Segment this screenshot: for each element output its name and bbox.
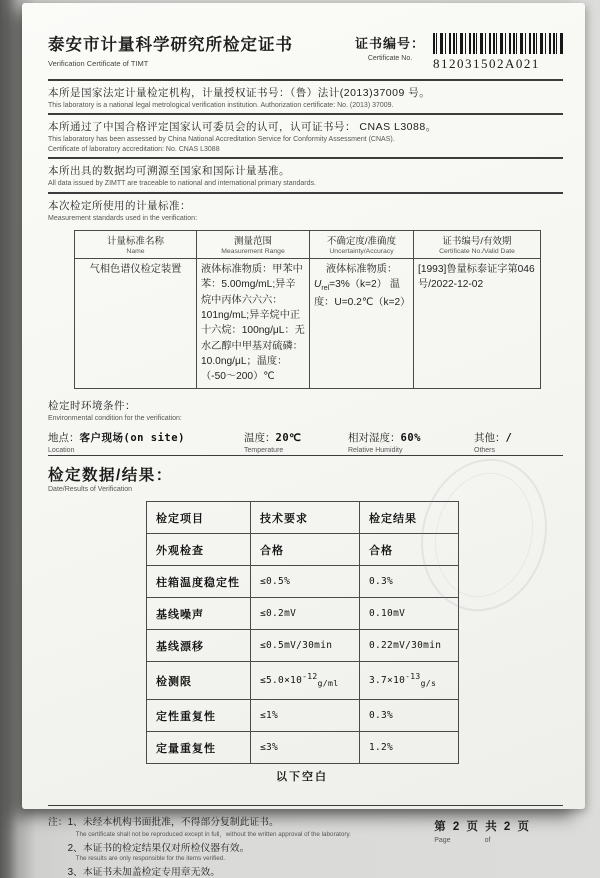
note-1-en: The certificate shall not be reproduced except in full，without the written approval of the laboratory. bbox=[75, 831, 351, 838]
standards-col-certificate-cn: 证书编号/有效期 bbox=[442, 236, 512, 248]
standards-col-range-en: Measurement Range bbox=[221, 248, 285, 256]
row-item: 基线噪声 bbox=[147, 598, 251, 630]
certificate-number-label-en: Certificate No. bbox=[367, 55, 413, 62]
standard-certificate-cell: [1993]鲁量标泰证字第046号/2022-12-02 bbox=[414, 259, 541, 388]
results-row-baseline-drift bbox=[147, 630, 459, 662]
temperature-value: 20℃ bbox=[275, 432, 302, 444]
environment-title-en: Environmental condition for the verification: bbox=[48, 414, 182, 422]
note-1-cn: 1、未经本机构书面批准，不得部分复制此证书。 bbox=[67, 817, 279, 828]
statement-authorization-cn: 本所是国家法定计量检定机构，计量授权证书号：（鲁）法计(2013)37009 号。 bbox=[48, 87, 431, 99]
statement-standards-used-en: Measurement standards used in the verification: bbox=[48, 214, 198, 222]
others-value: / bbox=[505, 432, 513, 444]
location-label-en: Location bbox=[48, 447, 75, 454]
environment-temperature bbox=[244, 430, 348, 454]
humidity-label-en: Relative Humidity bbox=[348, 447, 403, 454]
row-result: 0.22mV/30min bbox=[360, 630, 459, 662]
uncertainty-symbol-sub: rel bbox=[321, 285, 330, 293]
standards-col-name-cn: 计量标准名称 bbox=[106, 236, 164, 248]
row-result: 0.3% bbox=[360, 566, 459, 598]
row-item: 外观检查 bbox=[147, 534, 251, 566]
standard-range-cell: 液体标准物质：甲苯中苯：5.00mg/mL;异辛烷中丙体六六六：101ng/mL;异辛烷中正十六烷：100ng/μL：无水乙醇中甲基对硫磷：10.0ng/μL；温度：（-50～200）℃ bbox=[197, 259, 310, 388]
res-base: 3.7×10 bbox=[369, 675, 406, 686]
results-row-baseline-noise bbox=[147, 598, 459, 630]
row-item: 柱箱温度稳定性 bbox=[147, 566, 251, 598]
environment-row bbox=[48, 430, 563, 456]
statement-standards-used bbox=[48, 194, 563, 226]
row-requirement bbox=[251, 662, 360, 700]
statement-cnas-en1: This laboratory has been assessed by China National Accreditation Service for Conformity Assessment (CNAS). bbox=[48, 136, 395, 144]
req-unit: g/ml bbox=[317, 678, 339, 688]
standards-table-row bbox=[75, 259, 541, 388]
row-result: 合格 bbox=[360, 534, 459, 566]
statement-traceability-cn: 本所出具的数据均可溯源至国家和国际计量基准。 bbox=[48, 165, 290, 178]
certificate-number-label-cn: 证书编号： bbox=[354, 36, 425, 51]
standards-col-name bbox=[75, 231, 197, 259]
req-exponent: -12 bbox=[302, 672, 318, 681]
certificate-title: 泰安市计量科学研究所检定证书 bbox=[48, 36, 293, 54]
row-result: 0.10mV bbox=[360, 598, 459, 630]
certificate-header bbox=[48, 31, 563, 72]
standards-col-certificate bbox=[414, 231, 541, 259]
notes-label: 注： bbox=[48, 817, 68, 828]
standards-col-range-cn: 测量范围 bbox=[233, 236, 272, 248]
temperature-label-en: Temperature bbox=[244, 447, 284, 454]
note-2-en: The results are only responsible for the items verified. bbox=[75, 855, 226, 862]
results-header-row bbox=[147, 502, 459, 534]
statement-traceability bbox=[48, 159, 563, 193]
row-requirement: ≤0.5mV/30min bbox=[251, 630, 360, 662]
location-value: 客户现场(on site) bbox=[79, 432, 185, 444]
results-table bbox=[146, 501, 459, 764]
row-item: 定量重复性 bbox=[147, 732, 251, 764]
statement-standards-used-cn: 本次检定所使用的计量标准： bbox=[48, 199, 191, 212]
row-item: 定性重复性 bbox=[147, 700, 251, 732]
environment-title bbox=[48, 394, 563, 426]
standards-table bbox=[74, 230, 541, 388]
standards-col-range bbox=[197, 231, 310, 259]
certificate-number-value: 812031502A021 bbox=[433, 56, 540, 71]
others-label-en: Others bbox=[474, 447, 496, 454]
row-item: 基线漂移 bbox=[147, 630, 251, 662]
standard-name-cell: 气相色谱仪检定装置 bbox=[75, 259, 197, 388]
results-row-appearance bbox=[147, 534, 459, 566]
results-row-qualitative-repeatability bbox=[147, 700, 459, 732]
row-item: 检测限 bbox=[147, 662, 251, 700]
environment-humidity bbox=[348, 430, 474, 454]
row-result bbox=[360, 662, 459, 700]
environment-location bbox=[48, 430, 244, 454]
results-col-result: 检定结果 bbox=[360, 502, 459, 534]
note-3-cn: 3、本证书未加盖检定专用章无效。 bbox=[67, 867, 220, 878]
environment-others bbox=[474, 430, 559, 454]
uncertainty-rest: =3%（k=2） 温度：U=0.2℃（k=2） bbox=[314, 279, 411, 309]
uncertainty-prefix: 液体标准物质： bbox=[325, 264, 398, 276]
page-en-label: Page bbox=[434, 837, 451, 844]
statement-authorization-en: This laboratory is a national legal metrological verification institution. Authorization certificate: No. (2013) 37009. bbox=[48, 102, 394, 109]
certificate-page bbox=[22, 3, 585, 878]
humidity-label: 相对湿度： bbox=[348, 432, 401, 444]
statement-cnas-en2: Certificate of laboratory accreditation: No. CNAS L3088 bbox=[48, 145, 220, 153]
results-row-detection-limit bbox=[147, 662, 459, 700]
certificate-title-en: Verification Certificate of TIMT bbox=[48, 59, 149, 68]
res-exponent: -13 bbox=[405, 672, 421, 681]
others-label: 其他： bbox=[474, 432, 506, 444]
results-col-requirement: 技术要求 bbox=[251, 502, 360, 534]
row-requirement: ≤0.5% bbox=[251, 566, 360, 598]
standard-uncertainty-cell bbox=[310, 259, 414, 388]
results-row-oven-stability bbox=[147, 566, 459, 598]
certificate-number-block bbox=[355, 33, 563, 72]
footer-divider bbox=[48, 805, 563, 806]
standards-col-certificate-en: Certificate No./Valid Date bbox=[439, 248, 515, 256]
statement-cnas bbox=[48, 115, 563, 159]
standards-col-uncertainty bbox=[310, 231, 414, 259]
results-title: 检定数据/结果： bbox=[48, 467, 173, 484]
standards-col-uncertainty-cn: 不确定度/准确度 bbox=[326, 236, 397, 248]
page-of-label: of bbox=[484, 837, 491, 844]
statement-authorization bbox=[48, 81, 563, 115]
row-requirement: 合格 bbox=[251, 534, 360, 566]
location-label: 地点： bbox=[48, 432, 80, 444]
barcode-block bbox=[433, 33, 563, 72]
standards-col-uncertainty-en: Uncertainty/Accuracy bbox=[329, 248, 394, 256]
res-unit: g/s bbox=[420, 678, 437, 688]
results-title-en: Date/Results of Verification bbox=[48, 486, 133, 493]
note-2-cn: 2、本证书的检定结果仅对所检仪器有效。 bbox=[67, 843, 250, 854]
standards-col-name-en: Name bbox=[126, 248, 145, 256]
humidity-value: 60% bbox=[400, 432, 421, 444]
req-base: ≤5.0×10 bbox=[260, 675, 303, 686]
environment-title-cn: 检定时环境条件： bbox=[48, 399, 136, 412]
barcode-icon bbox=[433, 33, 563, 54]
row-result: 1.2% bbox=[360, 732, 459, 764]
statement-traceability-en: All data issued by ZIMTT are traceable to national and international primary standards. bbox=[48, 180, 316, 188]
page-number: 第 2 页 共 2 页 bbox=[434, 821, 531, 833]
header-title-block bbox=[48, 31, 293, 68]
row-result: 0.3% bbox=[360, 700, 459, 732]
standards-table-header-row bbox=[75, 231, 541, 259]
results-row-quantitative-repeatability bbox=[147, 732, 459, 764]
blank-below-note: 以下空白 bbox=[276, 771, 328, 783]
statement-cnas-cn: 本所通过了中国合格评定国家认可委员会的认可，认可证书号： CNAS L3088。 bbox=[48, 121, 437, 134]
row-requirement: ≤1% bbox=[251, 700, 360, 732]
page-info bbox=[434, 818, 531, 878]
certificate-number-label bbox=[355, 33, 425, 62]
results-col-item: 检定项目 bbox=[147, 502, 251, 534]
uncertainty-symbol: U bbox=[314, 279, 322, 291]
page-number-en bbox=[434, 837, 531, 844]
row-requirement: ≤0.2mV bbox=[251, 598, 360, 630]
row-requirement: ≤3% bbox=[251, 732, 360, 764]
temperature-label: 温度： bbox=[244, 432, 276, 444]
